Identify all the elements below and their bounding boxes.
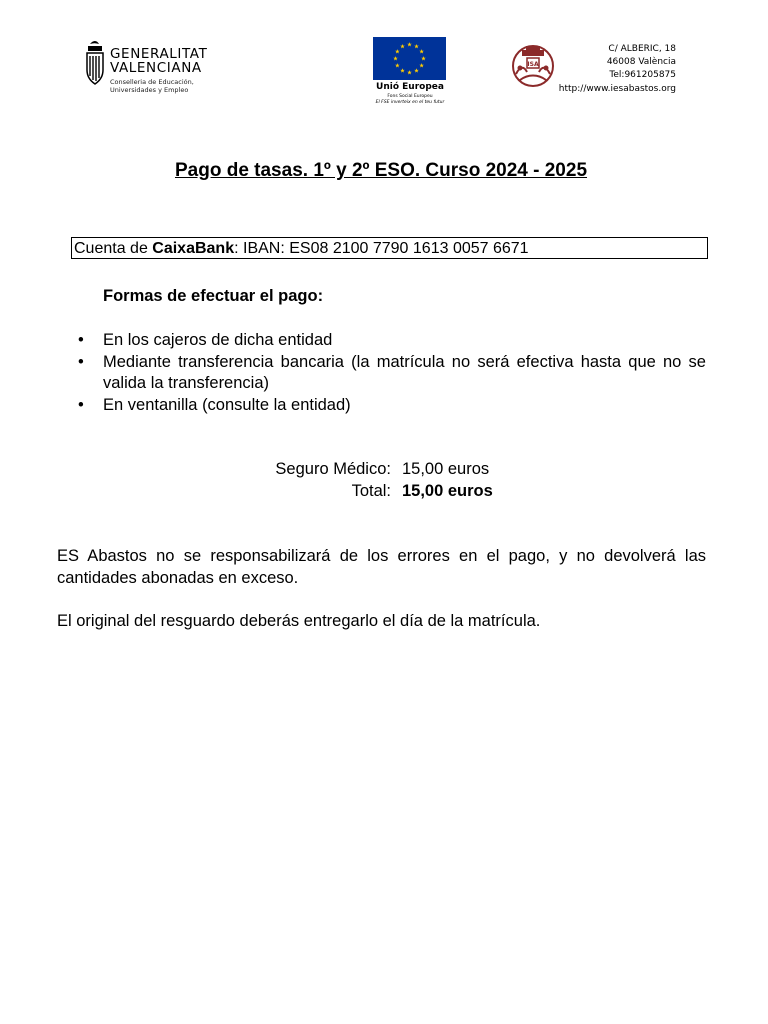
bank-name: CaixaBank (152, 240, 235, 257)
school-emblem-icon (508, 40, 558, 88)
account-prefix: Cuenta de (74, 240, 153, 257)
bullet-icon: • (78, 331, 84, 349)
medical-insurance-label: Seguro Médico: (275, 460, 391, 478)
payment-methods-heading: Formas de efectuar el pago: (103, 287, 324, 305)
svg-text:ISA: ISA (527, 61, 539, 68)
payment-methods-list (78, 330, 706, 416)
payment-method-atm: En los cajeros de dicha entidad (103, 331, 333, 349)
bullet-icon: • (78, 352, 84, 371)
total-value: 15,00 euros (402, 481, 493, 500)
fees-values (402, 459, 493, 502)
gva-name-line1: GENERALITAT (110, 46, 208, 62)
bullet-icon: • (78, 395, 84, 414)
payment-method-counter: En ventanilla (consulte la entidad) (103, 395, 351, 414)
payment-method-transfer: Mediante transferencia bancaria (la matrícula no será efectiva hasta que no se valida la transferencia) (103, 352, 706, 392)
address-city: 46008 València (606, 57, 676, 68)
gva-name (110, 47, 207, 75)
address-street: C/ ALBERIC, 18 (608, 44, 676, 54)
generalitat-crest-icon (84, 40, 106, 86)
school-address (559, 43, 676, 96)
eu-tagline: El FSE inverteix en el teu futur (375, 100, 445, 105)
document-title: Pago de tasas. 1º y 2º ESO. Curso 2024 - 2025 (174, 160, 588, 181)
address-website: http://www.iesabastos.org (558, 83, 676, 94)
medical-insurance-value: 15,00 euros (402, 460, 490, 478)
generalitat-valenciana-logo (84, 38, 208, 98)
address-phone: Tel:961205875 (609, 70, 676, 81)
gva-department-line2: Universidades y Empleo (110, 86, 189, 94)
eu-flag-icon (373, 37, 446, 80)
disclaimer-paragraph: ES Abastos no se responsabilizará de los errores en el pago, y no devolverá las cantidades abonadas en exceso. (57, 547, 706, 587)
list-item (78, 395, 706, 417)
iban-number: : IBAN: ES08 2100 7790 1613 0057 6671 (234, 240, 529, 257)
eu-logo (366, 36, 454, 106)
eu-subtitle: Fons Social Europeu (387, 94, 433, 99)
gva-department (110, 78, 194, 94)
gva-department-line1: Conselleria de Educación, (110, 78, 194, 86)
total-label: Total: (351, 481, 391, 500)
fees-labels (150, 459, 391, 502)
receipt-note-paragraph: El original del resguardo deberás entregarlo el día de la matrícula. (57, 612, 541, 630)
list-item (78, 352, 706, 395)
bank-account-box (71, 237, 708, 259)
list-item (78, 330, 706, 352)
gva-name-line2: VALENCIANA (110, 60, 202, 76)
eu-title: Unió Europea (376, 82, 444, 92)
